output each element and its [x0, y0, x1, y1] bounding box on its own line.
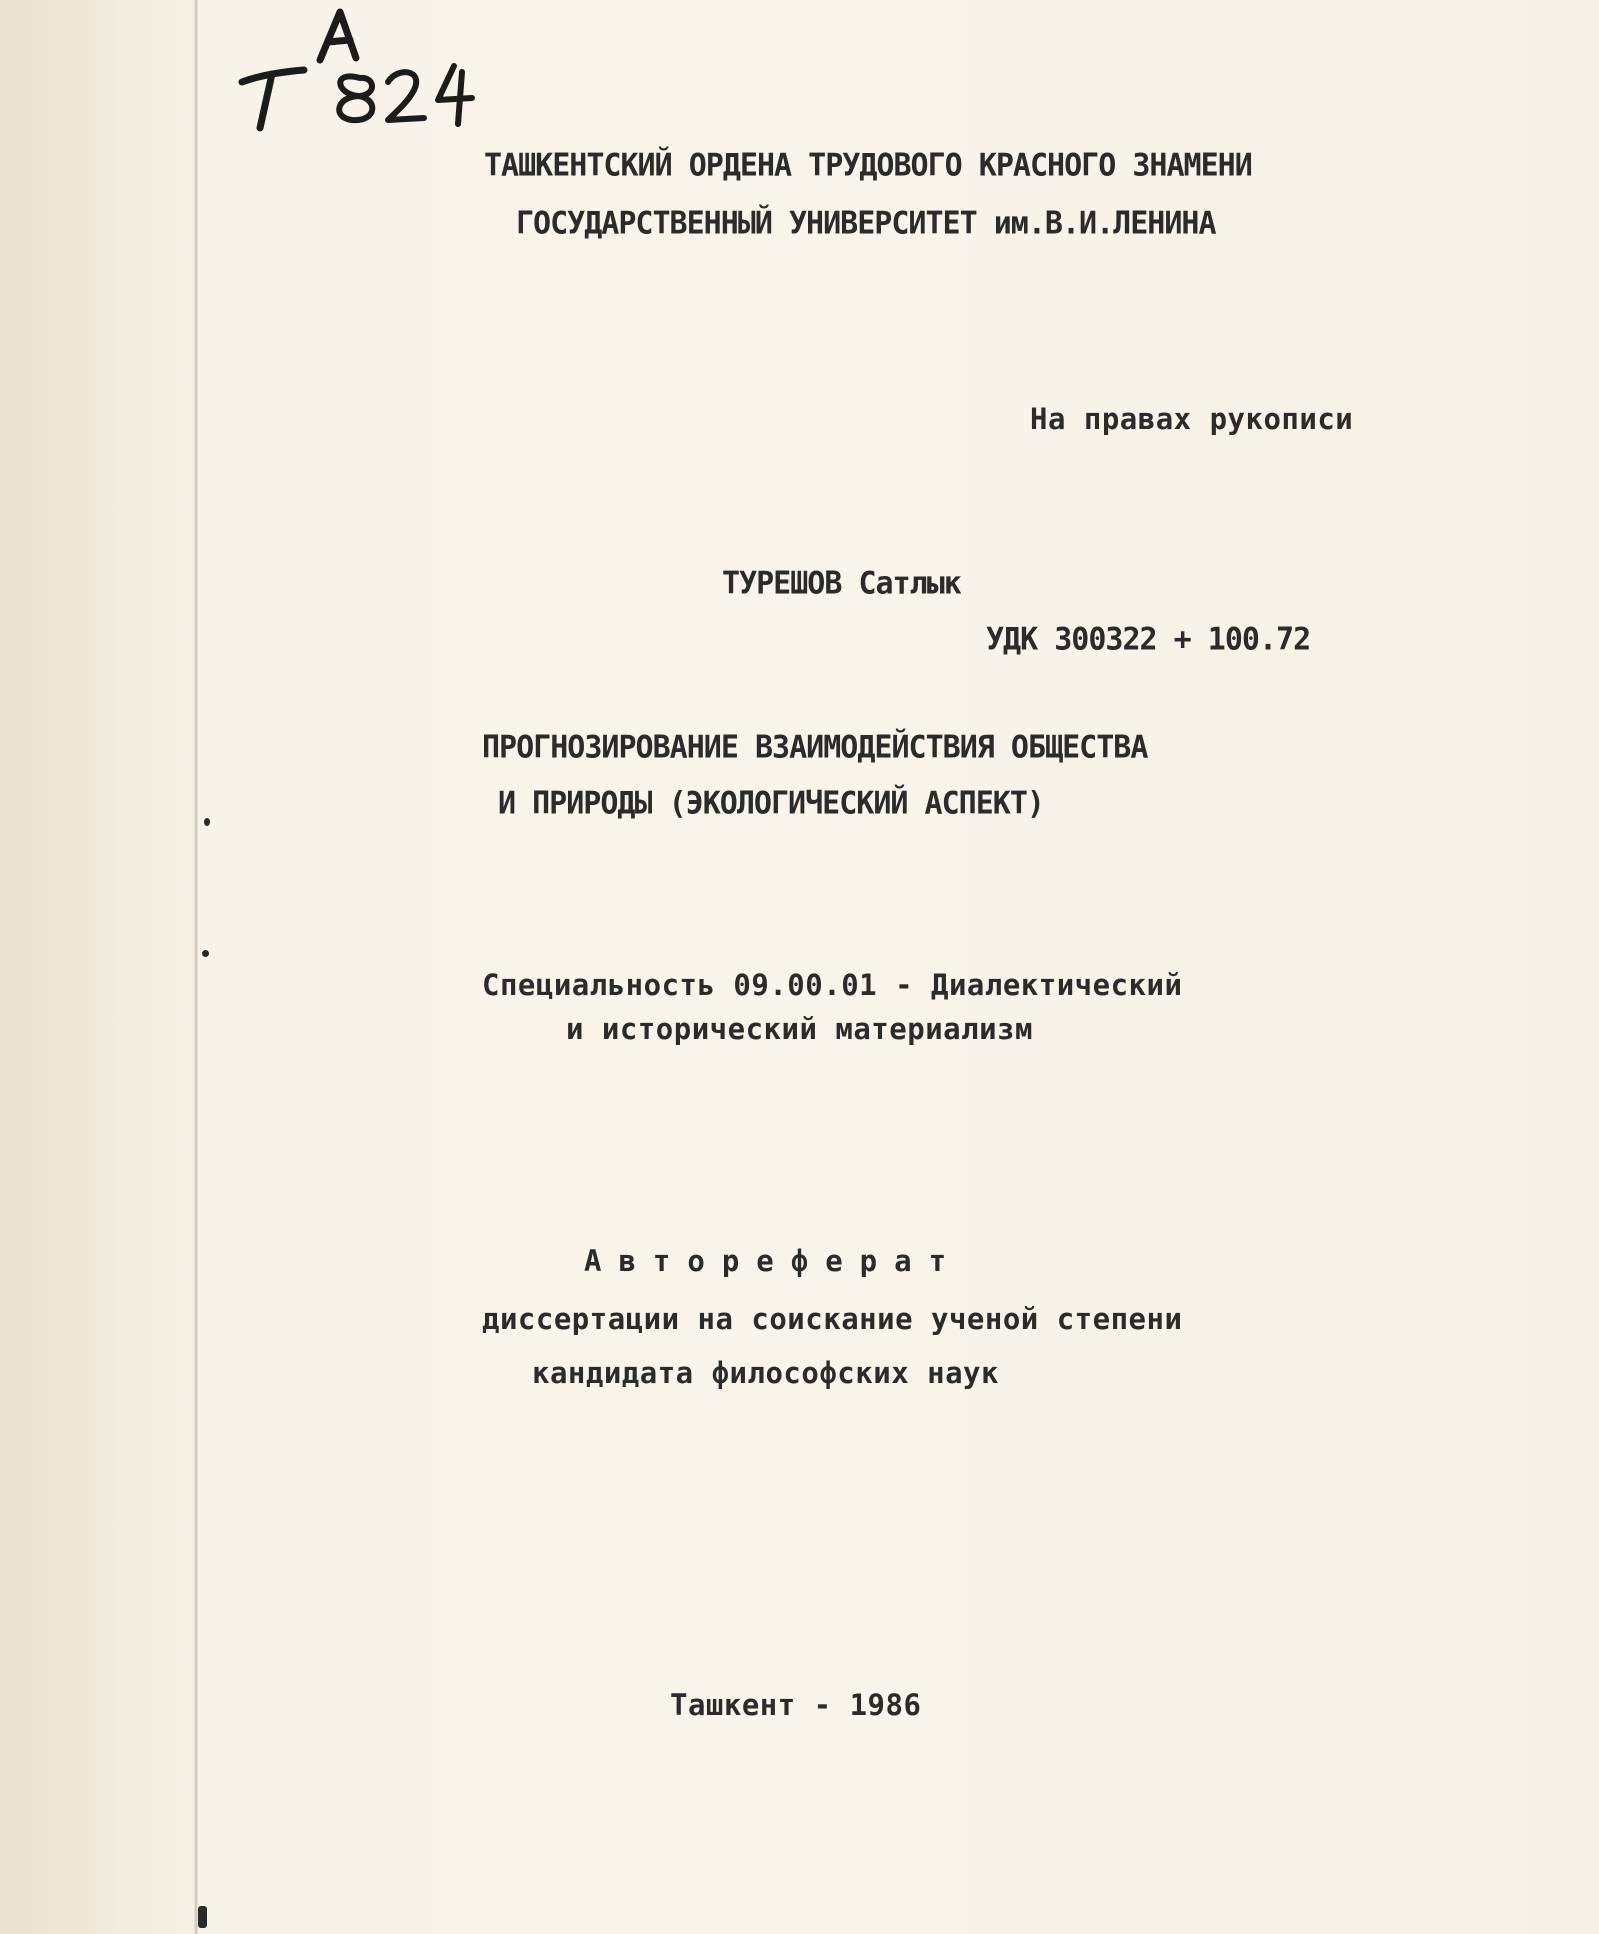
- institution-line-2: ГОСУДАРСТВЕННЫЙ УНИВЕРСИТЕТ им.В.И.ЛЕНИНА: [516, 205, 1216, 242]
- place-and-year: Ташкент - 1986: [670, 1688, 922, 1722]
- speck: [202, 950, 209, 957]
- abstract-line-1: диссертации на соискание ученой степени: [482, 1302, 1183, 1336]
- author-name: ТУРЕШОВ Сатлык: [722, 565, 961, 602]
- abstract-line-2: кандидата философских наук: [532, 1356, 999, 1390]
- speck: [204, 818, 210, 826]
- binding-shadow: [0, 0, 194, 1934]
- manuscript-note: На правах рукописи: [1030, 402, 1354, 436]
- binding-fold: [194, 0, 198, 1934]
- specialty-line-1: Специальность 09.00.01 - Диалектический: [482, 968, 1183, 1002]
- institution-line-1: ТАШКЕНТСКИЙ ОРДЕНА ТРУДОВОГО КРАСНОГО ЗНАМЕНИ: [484, 147, 1252, 184]
- title-line-2: И ПРИРОДЫ (ЭКОЛОГИЧЕСКИЙ АСПЕКТ): [498, 785, 1044, 822]
- speck: [198, 1906, 207, 1928]
- abstract-heading: Автореферат: [584, 1244, 964, 1278]
- udc-code: УДК 300322 + 100.72: [986, 621, 1311, 658]
- title-line-1: ПРОГНОЗИРОВАНИЕ ВЗАИМОДЕЙСТВИЯ ОБЩЕСТВА: [482, 729, 1148, 766]
- specialty-line-2: и исторический материализм: [566, 1012, 1033, 1046]
- handwritten-shelf-mark: [228, 0, 488, 150]
